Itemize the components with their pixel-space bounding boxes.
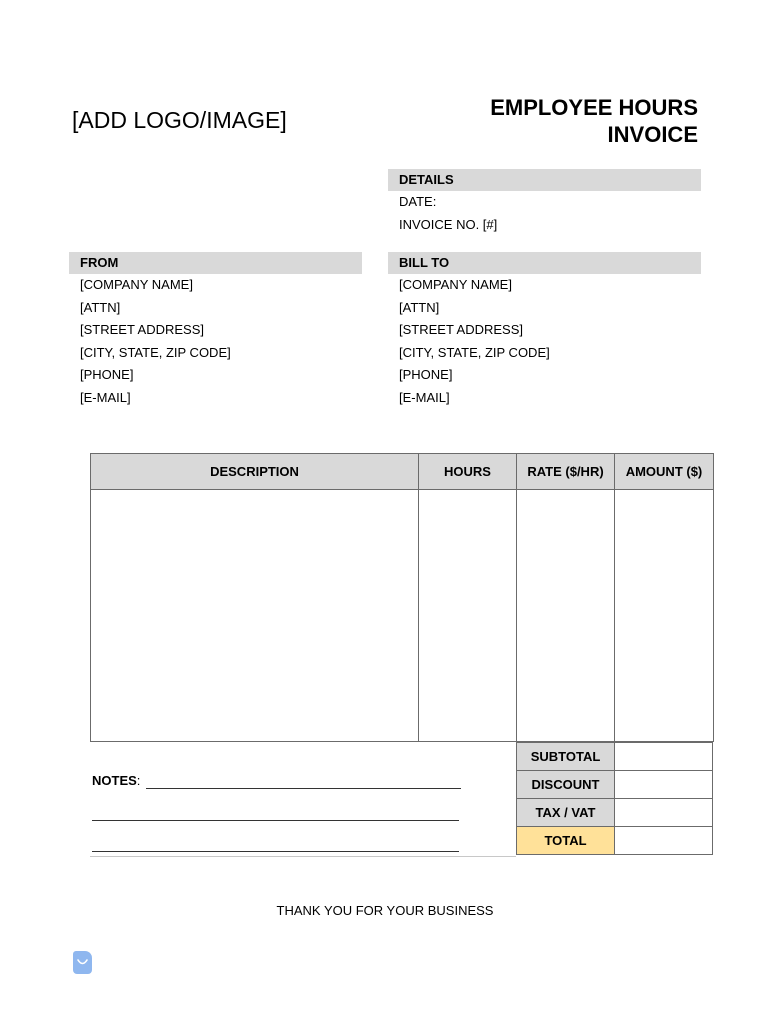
- subtotal-label: SUBTOTAL: [517, 743, 615, 771]
- table-header-row: [91, 454, 714, 490]
- total-value[interactable]: [615, 827, 713, 855]
- from-email[interactable]: [E-MAIL]: [80, 389, 131, 405]
- from-heading: FROM: [69, 252, 362, 274]
- notes-colon: :: [136, 773, 141, 788]
- bill-to-heading: BILL TO: [388, 252, 701, 274]
- bill-to-city-state-zip[interactable]: [CITY, STATE, ZIP CODE]: [399, 344, 550, 360]
- description-column-header: DESCRIPTION: [91, 454, 419, 490]
- hours-column-header: HOURS: [419, 454, 517, 490]
- rate-column-header: RATE ($/HR): [517, 454, 615, 490]
- discount-row: [517, 771, 713, 799]
- discount-label: DISCOUNT: [517, 771, 615, 799]
- totals-table: [516, 742, 713, 855]
- table-row: [91, 490, 714, 742]
- bill-to-attn[interactable]: [ATTN]: [399, 299, 440, 315]
- bill-to-section: [388, 252, 701, 410]
- total-label: TOTAL: [517, 827, 615, 855]
- bill-to-company-name[interactable]: [COMPANY NAME]: [399, 277, 512, 292]
- bill-to-email[interactable]: [E-MAIL]: [399, 389, 450, 405]
- from-street-address[interactable]: [STREET ADDRESS]: [80, 322, 205, 338]
- details-section: [388, 169, 701, 236]
- hours-cell[interactable]: [419, 490, 517, 742]
- from-company-name[interactable]: [COMPANY NAME]: [80, 277, 193, 292]
- total-row: [517, 827, 713, 855]
- description-cell[interactable]: [91, 490, 419, 742]
- tax-label: TAX / VAT: [517, 799, 615, 827]
- bill-to-street-address[interactable]: [STREET ADDRESS]: [399, 322, 524, 338]
- notes-label-text: NOTES: [92, 773, 137, 788]
- notes-line-3[interactable]: [92, 851, 459, 852]
- amount-cell[interactable]: [615, 490, 714, 742]
- bill-to-phone[interactable]: [PHONE]: [399, 367, 453, 383]
- subtotal-row: [517, 743, 713, 771]
- notes-label: [92, 773, 140, 788]
- from-section: [69, 252, 362, 410]
- rate-cell[interactable]: [517, 490, 615, 742]
- from-attn[interactable]: [ATTN]: [80, 299, 121, 315]
- details-heading: DETAILS: [388, 169, 701, 191]
- invoice-title: [368, 94, 698, 148]
- tax-value[interactable]: [615, 799, 713, 827]
- title-line-2: INVOICE: [607, 122, 698, 147]
- from-city-state-zip[interactable]: [CITY, STATE, ZIP CODE]: [80, 344, 231, 360]
- amount-column-header: AMOUNT ($): [615, 454, 714, 490]
- from-phone[interactable]: [PHONE]: [80, 367, 134, 383]
- divider: [90, 856, 516, 857]
- notes-line-2[interactable]: [92, 820, 459, 821]
- document-brand-icon: [73, 951, 92, 974]
- tax-row: [517, 799, 713, 827]
- date-field[interactable]: DATE:: [399, 194, 437, 209]
- title-line-1: EMPLOYEE HOURS: [490, 95, 698, 120]
- subtotal-value[interactable]: [615, 743, 713, 771]
- notes-line-1[interactable]: [146, 788, 461, 789]
- line-items-table: [90, 453, 714, 742]
- discount-value[interactable]: [615, 771, 713, 799]
- logo-placeholder[interactable]: [ADD LOGO/IMAGE]: [72, 107, 287, 133]
- invoice-number-field[interactable]: INVOICE NO. [#]: [399, 216, 498, 232]
- thank-you-message: THANK YOU FOR YOUR BUSINESS: [276, 903, 494, 918]
- smile-icon: [77, 958, 88, 966]
